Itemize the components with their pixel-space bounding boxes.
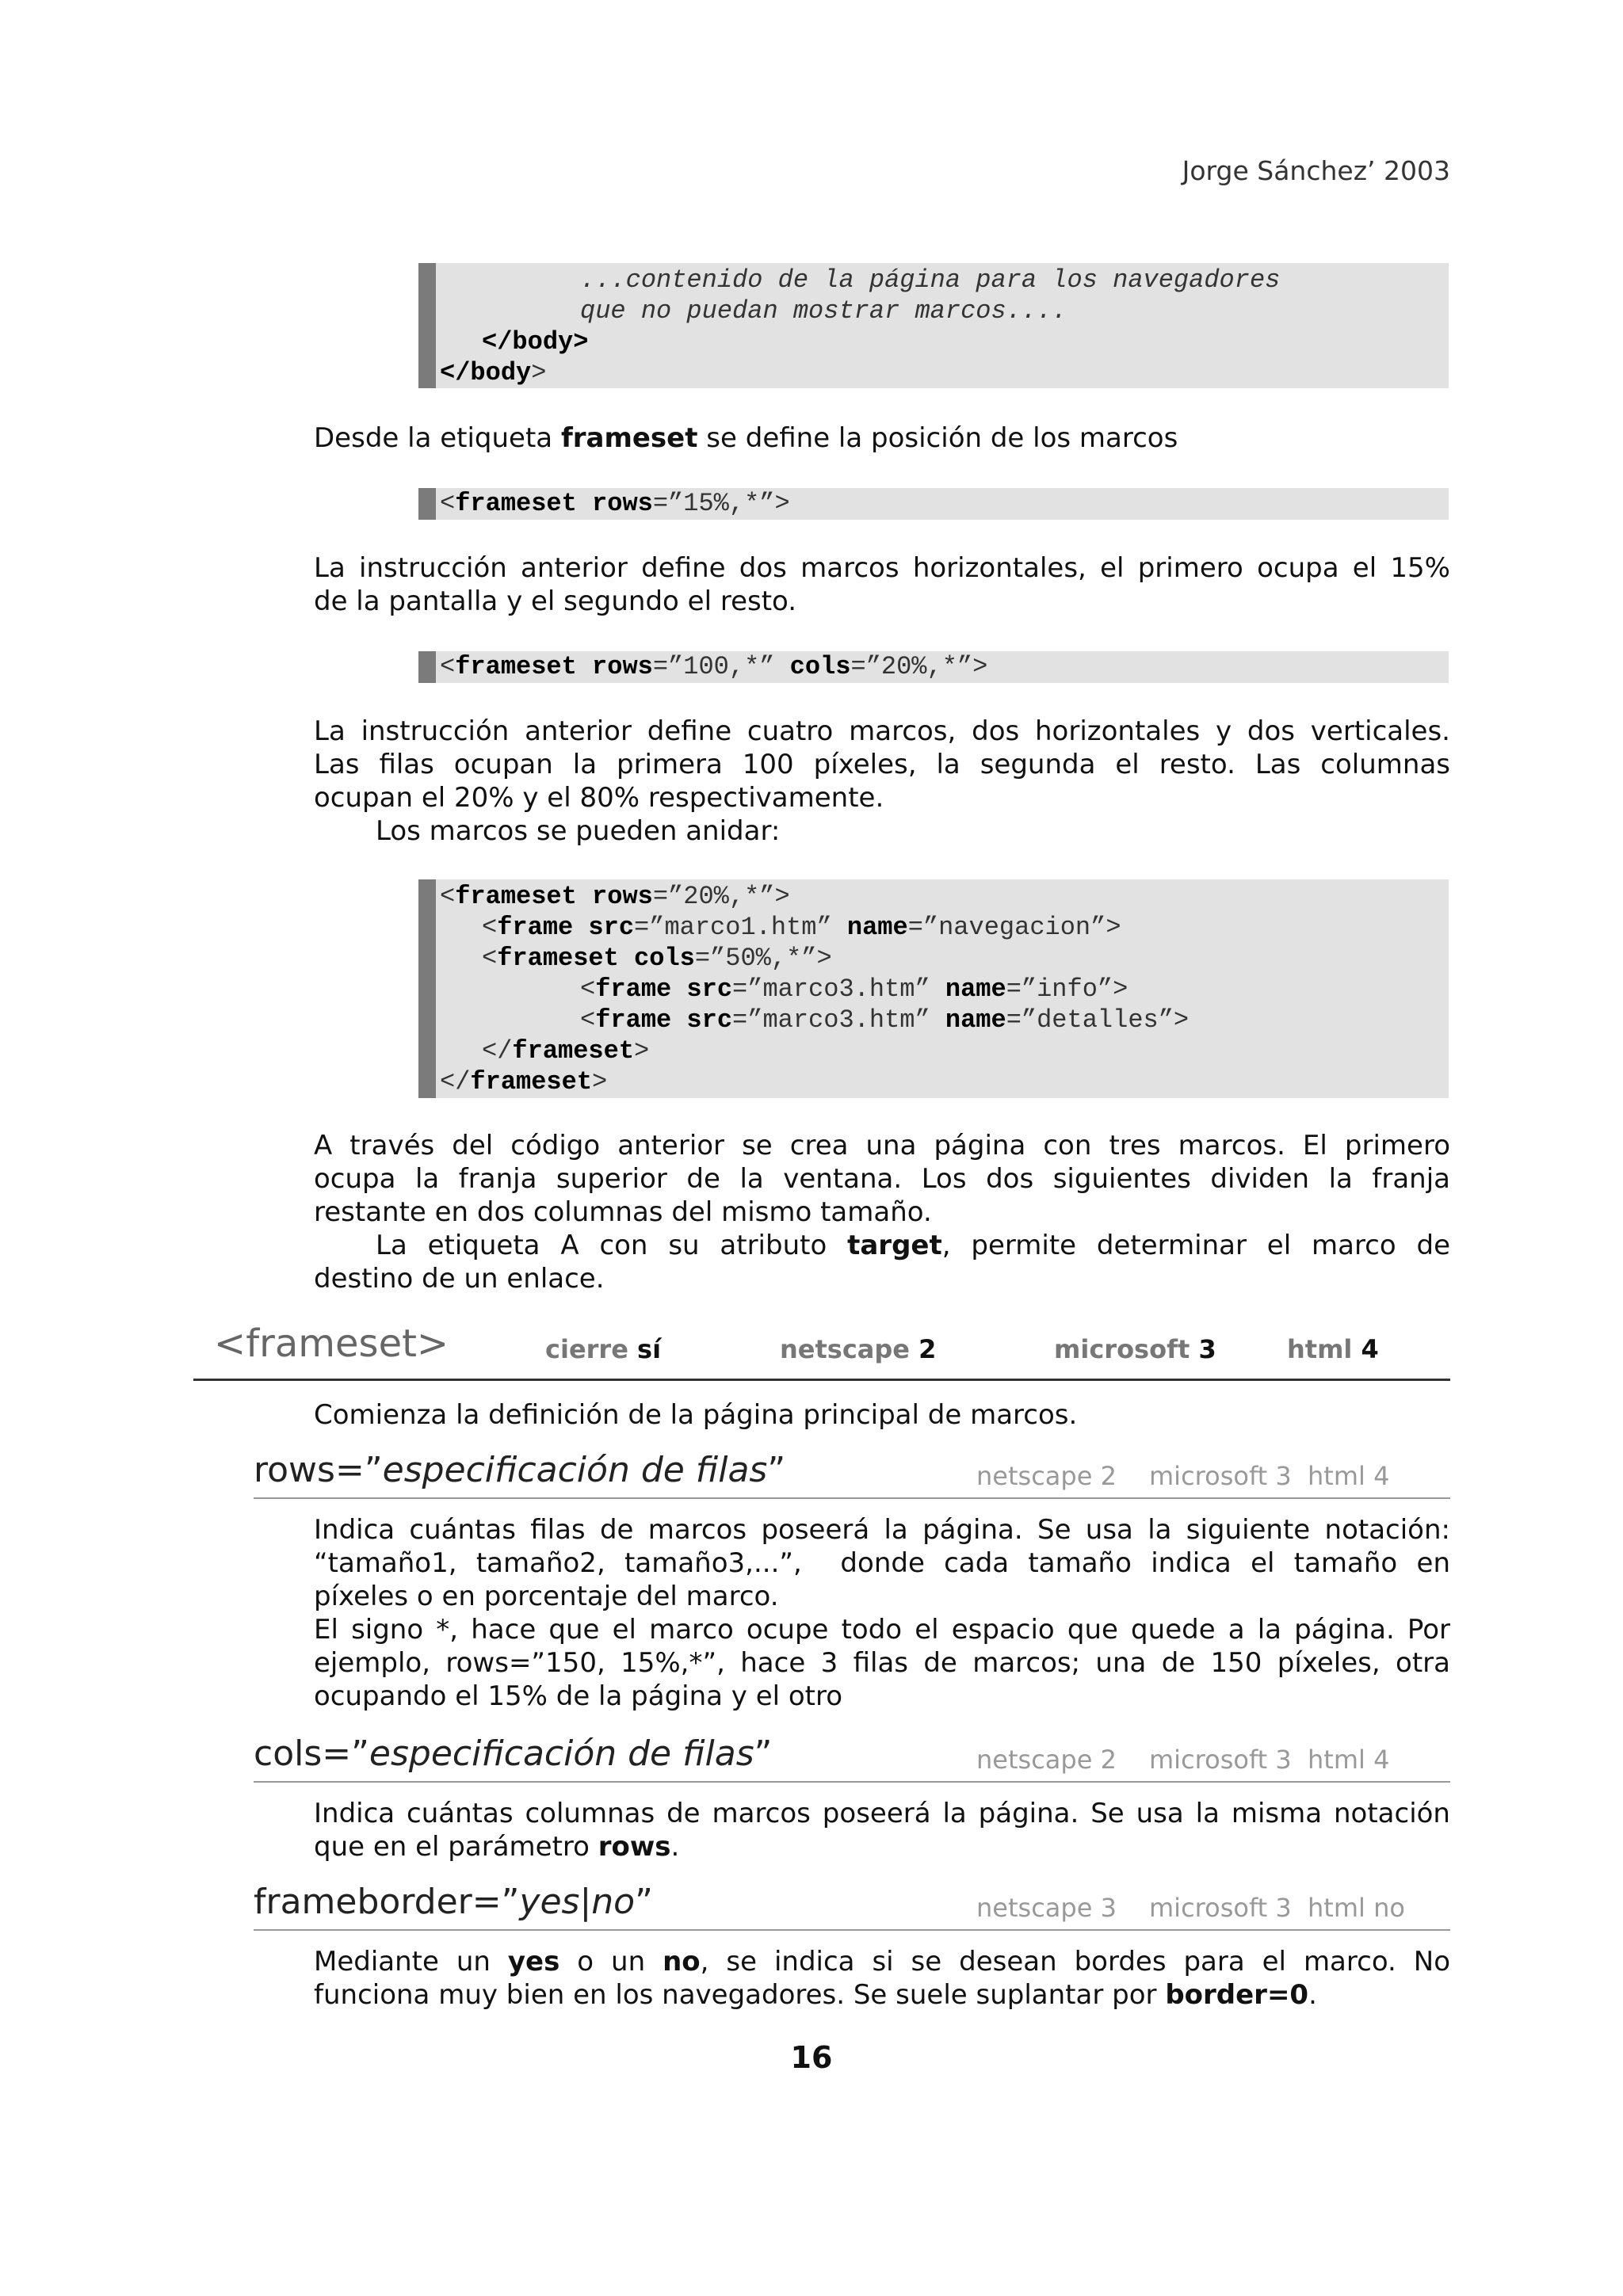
text-line: ejemplo, rows=”150, 15%,*”, hace 3 filas de marcos; una de 150 píxeles, otra (314, 1647, 1450, 1679)
attribute-microsoft: microsoft 3 (1149, 1893, 1292, 1923)
attribute-description-rows (314, 1513, 1450, 1713)
paragraph-rows-explanation (314, 551, 1450, 618)
text-line: La etiqueta A con su atributo target, permite determinar el marco de (376, 1230, 1451, 1261)
paragraph-four-frames-explanation (314, 715, 1450, 848)
attribute-heading-frameborder (254, 1882, 1450, 1931)
text-line: Indica cuántas columnas de marcos poseerá la página. Se usa la misma notación (314, 1798, 1450, 1829)
code-line: <frameset rows=”20%,*”> (440, 882, 790, 911)
text-line: La instrucción anterior define cuatro marcos, dos horizontales y dos verticales. (314, 715, 1450, 747)
code-line: </frameset> (482, 1036, 650, 1066)
text-line: ocupando el 15% de la página y el otro (314, 1680, 843, 1712)
attribute-heading-cols (254, 1733, 1450, 1783)
text-line: “tamaño1, tamaño2, tamaño3,...”, donde cada tamaño indica el tamaño en (314, 1547, 1450, 1579)
tag-netscape: netscape 2 (780, 1334, 937, 1364)
code-line: </body> (440, 358, 547, 387)
code-block-rows-example (418, 488, 1449, 520)
code-line: <frame src=”marco3.htm” name=”info”> (580, 974, 1128, 1004)
text-line: de la pantalla y el segundo el resto. (314, 585, 797, 617)
text-line: funciona muy bien en los navegadores. Se suele suplantar por border=0. (314, 1979, 1317, 2011)
attribute-html: html 4 (1308, 1745, 1390, 1775)
attribute-description-cols (314, 1797, 1450, 1863)
page-number: 16 (790, 2040, 833, 2075)
text-line: Indica cuántas filas de marcos poseerá la página. Se usa la siguiente notación: (314, 1514, 1450, 1546)
text-line: que en el parámetro rows. (314, 1831, 680, 1863)
page-header-author: Jorge Sánchez’ 2003 (1182, 155, 1450, 186)
paragraph-three-frames-explanation (314, 1129, 1450, 1295)
code-line: </frameset> (440, 1067, 608, 1097)
code-block-nested-frames (418, 879, 1449, 1098)
attribute-description-frameborder (314, 1945, 1450, 2012)
attribute-name: frameborder=”yes|no” (254, 1882, 653, 1922)
code-line: que no puedan mostrar marcos.... (580, 296, 1067, 326)
attribute-heading-rows (254, 1450, 1450, 1499)
attribute-netscape: netscape 2 (976, 1745, 1117, 1775)
attribute-name: rows=”especificación de filas” (254, 1450, 786, 1490)
tag-description: Comienza la definición de la página principal de marcos. (314, 1399, 1078, 1431)
text-line: Mediante un yes o un no, se indica si se desean bordes para el marco. No (314, 1946, 1451, 1978)
text-line: La instrucción anterior define dos marcos horizontales, el primero ocupa el 15% (314, 552, 1450, 584)
code-block-rows-cols-example (418, 651, 1449, 683)
text-line: Las filas ocupan la primera 100 píxeles, la segunda el resto. Las columnas (314, 749, 1450, 780)
tag-microsoft: microsoft 3 (1054, 1334, 1216, 1364)
text-line: Los marcos se pueden anidar: (376, 815, 781, 847)
code-block-body-close (418, 263, 1449, 388)
code-line: <frame src=”marco1.htm” name=”navegacion”> (482, 913, 1121, 942)
attribute-netscape: netscape 2 (976, 1461, 1117, 1491)
text-line: píxeles o en porcentaje del marco. (314, 1581, 779, 1612)
text-line: destino de un enlace. (314, 1263, 605, 1295)
paragraph-frameset-intro: Desde la etiqueta frameset se define la posición de los marcos (314, 422, 1178, 454)
code-line: <frameset cols=”50%,*”> (482, 944, 832, 973)
attribute-microsoft: microsoft 3 (1149, 1745, 1292, 1775)
attribute-microsoft: microsoft 3 (1149, 1461, 1292, 1491)
code-line: <frameset rows=”15%,*”> (440, 489, 790, 518)
text-line: ocupan el 20% y el 80% respectivamente. (314, 782, 884, 814)
text-line: restante en dos columnas del mismo tamaño. (314, 1196, 932, 1228)
code-line: <frame src=”marco3.htm” name=”detalles”> (580, 1005, 1190, 1035)
attribute-html: html no (1308, 1893, 1405, 1923)
code-line: <frameset rows=”100,*” cols=”20%,*”> (440, 652, 988, 681)
tag-cierre: cierre sí (545, 1334, 662, 1364)
text-line: El signo *, hace que el marco ocupe todo el espacio que quede a la página. Por (314, 1614, 1450, 1646)
attribute-name: cols=”especificación de filas” (254, 1733, 773, 1774)
tag-html: html 4 (1287, 1334, 1379, 1364)
tag-name: <frameset> (214, 1322, 449, 1366)
attribute-netscape: netscape 3 (976, 1893, 1117, 1923)
code-line: ...contenido de la página para los navegadores (580, 265, 1281, 295)
attribute-html: html 4 (1308, 1461, 1390, 1491)
code-line: </body> (482, 327, 589, 357)
tag-heading-frameset (193, 1322, 1450, 1381)
text-line: ocupa la franja superior de la ventana. Los dos siguientes dividen la franja (314, 1163, 1450, 1195)
text-line: A través del código anterior se crea una página con tres marcos. El primero (314, 1130, 1450, 1161)
